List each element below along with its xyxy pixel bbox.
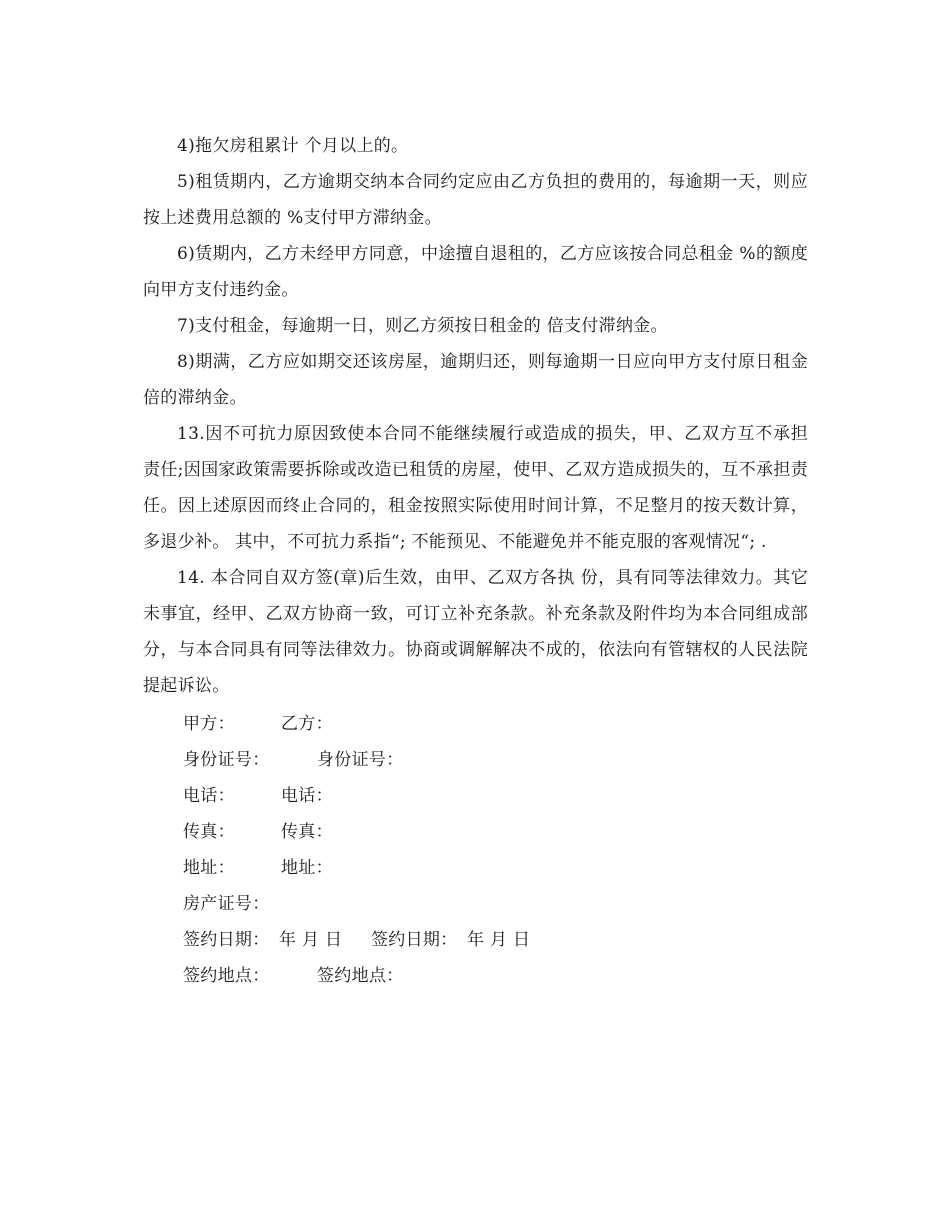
sign-date-b-label: 签约日期： bbox=[371, 930, 458, 950]
phone-b-label: 电话： bbox=[281, 786, 333, 806]
id-a-label: 身份证号： bbox=[183, 750, 270, 770]
fax-a-label: 传真： bbox=[183, 822, 235, 842]
address-b-label: 地址： bbox=[281, 858, 333, 878]
party-a-label: 甲方： bbox=[183, 714, 235, 734]
sign-date-a-value: 年 月 日 bbox=[279, 930, 343, 950]
signature-row-property bbox=[183, 886, 808, 922]
signature-block bbox=[143, 706, 808, 994]
clause-4: 4)拖欠房租累计 个月以上的。 bbox=[177, 136, 409, 156]
signature-row-phone bbox=[183, 778, 808, 814]
phone-a-label: 电话： bbox=[183, 786, 235, 806]
property-cert-label: 房产证号： bbox=[183, 894, 270, 914]
fax-b-label: 传真： bbox=[281, 822, 333, 842]
signature-row-id bbox=[183, 742, 808, 778]
id-b-label: 身份证号： bbox=[317, 750, 404, 770]
sign-date-a-label: 签约日期： bbox=[183, 930, 270, 950]
address-a-label: 地址： bbox=[183, 858, 235, 878]
signature-row-place bbox=[183, 958, 808, 994]
document-body bbox=[143, 128, 808, 994]
sign-date-b-value: 年 月 日 bbox=[467, 930, 531, 950]
signature-row-fax bbox=[183, 814, 808, 850]
sign-place-b-label: 签约地点： bbox=[317, 966, 404, 986]
article-14: 14. 本合同自双方签(章)后生效，由甲、乙双方各执 份，具有同等法律效力。其它未事宜，经甲、乙双方协商一致，可订立补充条款。补充条款及附件均为本合同组成部分，与本合同具有同等法律效力。协商或调解解决不成的，依法向有管辖权的人民法院提起诉讼。 bbox=[143, 568, 808, 696]
clause-5: 5)租赁期内，乙方逾期交纳本合同约定应由乙方负担的费用的，每逾期一天，则应按上述费用总额的 %支付甲方滞纳金。 bbox=[143, 172, 808, 228]
clause-6: 6)赁期内，乙方未经甲方同意，中途擅自退租的，乙方应该按合同总租金 %的额度向甲方支付违约金。 bbox=[143, 244, 808, 300]
article-13: 13.因不可抗力原因致使本合同不能继续履行或造成的损失，甲、乙双方互不承担责任;因国家政策需要拆除或改造已租赁的房屋，使甲、乙双方造成损失的，互不承担责任。因上述原因而终止合同的，租金按照实际使用时间计算，不足整月的按天数计算，多退少补。 其中，不可抗力系指“; 不能预见、不能避免并不能克服的客观情况“; . bbox=[143, 424, 808, 552]
sign-place-a-label: 签约地点： bbox=[183, 966, 270, 986]
signature-row-party bbox=[183, 706, 808, 742]
clause-8: 8)期满，乙方应如期交还该房屋，逾期归还，则每逾期一日应向甲方支付原日租金倍的滞纳金。 bbox=[143, 352, 808, 408]
signature-row-address bbox=[183, 850, 808, 886]
clause-7: 7)支付租金，每逾期一日，则乙方须按日租金的 倍支付滞纳金。 bbox=[177, 316, 668, 336]
signature-row-date bbox=[183, 922, 808, 958]
party-b-label: 乙方： bbox=[281, 714, 333, 734]
